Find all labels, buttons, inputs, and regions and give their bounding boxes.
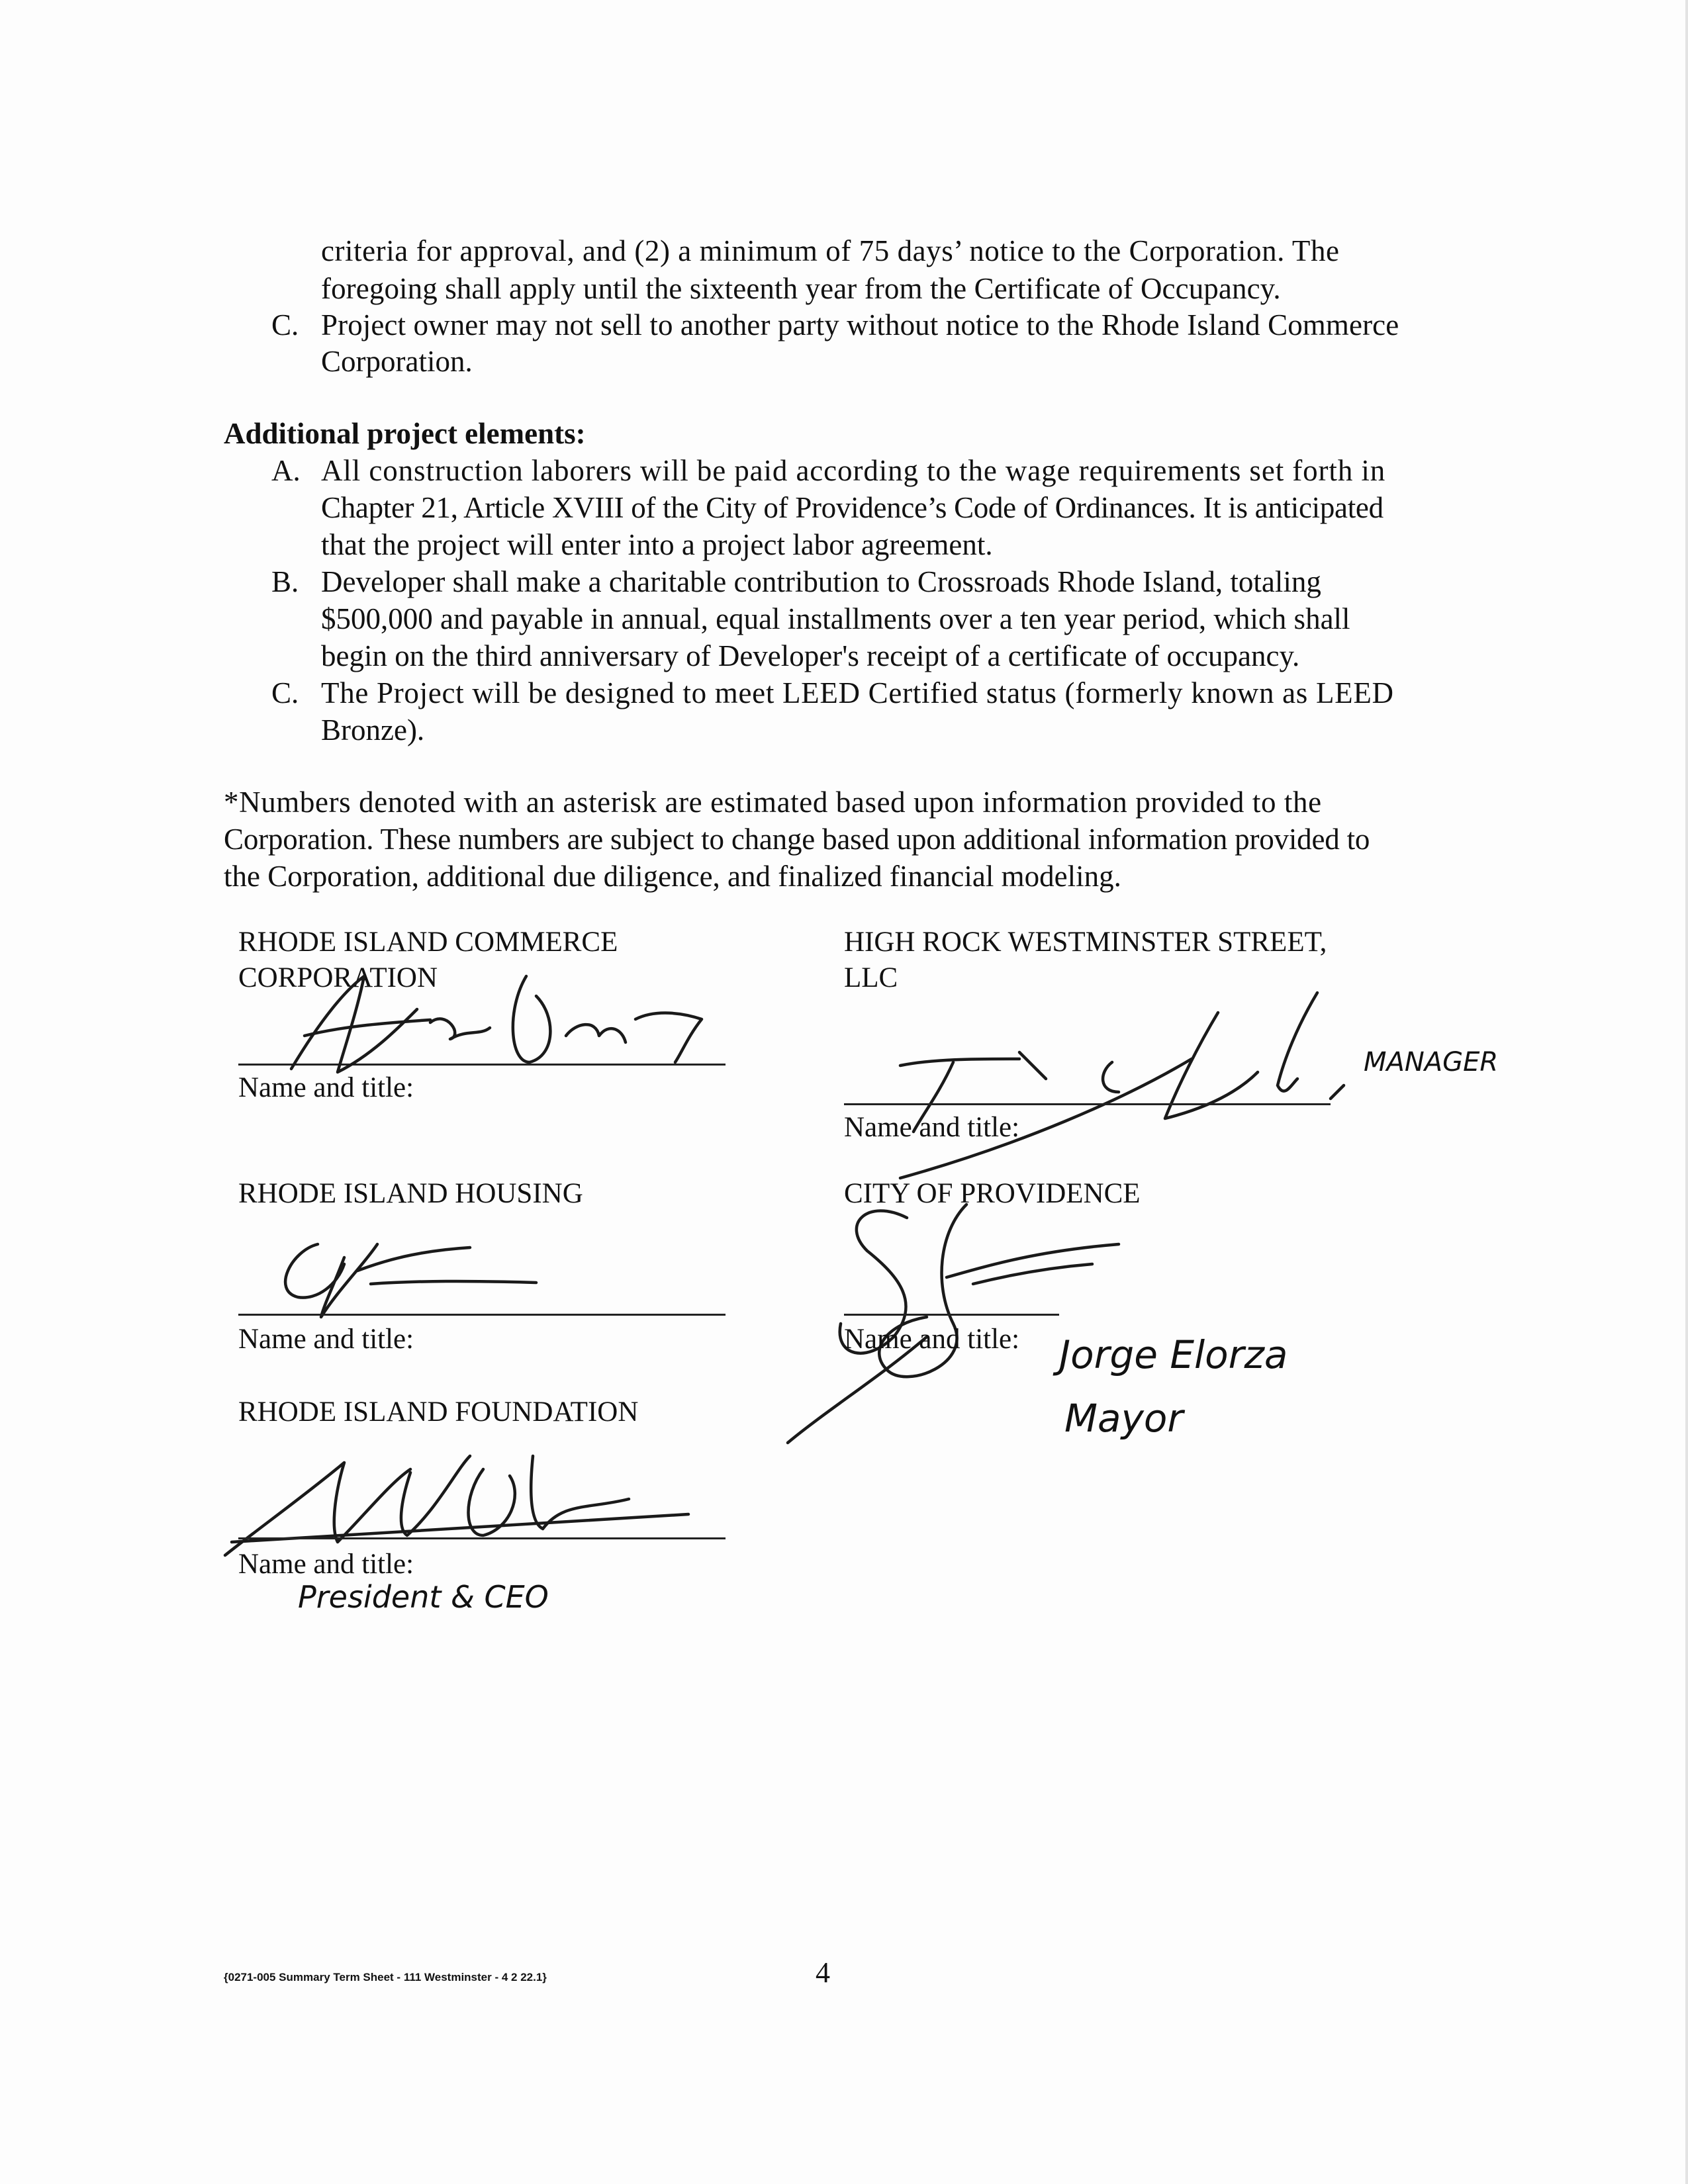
item-c2-marker: C.: [271, 676, 299, 709]
section-heading: Additional project elements:: [224, 417, 586, 450]
footnote-line-2: Corporation. These numbers are subject to change based upon additional information provided to: [224, 823, 1370, 856]
high-rock-handwritten-title: MANAGER: [1364, 1047, 1499, 1077]
ri-foundation-signature: [218, 1436, 702, 1559]
providence-signature-line: [844, 1314, 1059, 1316]
footnote-line-3: the Corporation, additional due diligence, and finalized financial modeling.: [224, 860, 1121, 893]
providence-handwritten-name: Jorge Elorza: [1059, 1332, 1288, 1377]
item-b-marker: B.: [271, 565, 299, 598]
ricc-signature: [265, 956, 715, 1089]
ricc-name-line-1: RHODE ISLAND COMMERCE: [238, 927, 618, 958]
high-rock-signature: [821, 986, 1350, 1178]
page-number: 4: [816, 1956, 830, 1989]
item-c-marker: C.: [271, 308, 299, 341]
item-b-line-1: Developer shall make a charitable contribution to Crossroads Rhode Island, totaling: [321, 565, 1321, 598]
high-rock-name-line-1: HIGH ROCK WESTMINSTER STREET,: [844, 927, 1327, 958]
footnote-line-1: *Numbers denoted with an asterisk are estimated based upon information provided to the: [224, 786, 1322, 819]
scan-edge: [1685, 0, 1688, 2184]
item-a-line-3: that the project will enter into a project labor agreement.: [321, 528, 993, 561]
item-c-line-1: Project owner may not sell to another party without notice to the Rhode Island Commerce: [321, 308, 1399, 341]
item-c2-line-2: Bronze).: [321, 713, 425, 747]
providence-handwritten-title: Mayor: [1064, 1396, 1184, 1441]
ri-foundation-signature-line: [238, 1537, 726, 1539]
ri-housing-name-title-label: Name and title:: [238, 1324, 414, 1355]
item-a-line-2: Chapter 21, Article XVIII of the City of Providence’s Code of Ordinances. It is anticipated: [321, 491, 1383, 524]
high-rock-name-line-2: LLC: [844, 962, 898, 993]
ri-foundation-name-title-label: Name and title:: [238, 1549, 414, 1580]
item-b-line-2: $500,000 and payable in annual, equal installments over a ten year period, which shall: [321, 602, 1350, 635]
providence-name-title-label: Name and title:: [844, 1324, 1020, 1355]
continuation-line-2: foregoing shall apply until the sixteenth year from the Certificate of Occupancy.: [321, 272, 1281, 305]
ri-housing-signature: [271, 1224, 569, 1317]
item-a-marker: A.: [271, 454, 301, 487]
item-a-line-1: All construction laborers will be paid according to the wage requirements set forth in: [321, 454, 1386, 487]
ri-foundation-handwritten-title: President & CEO: [298, 1579, 549, 1615]
providence-name: CITY OF PROVIDENCE: [844, 1178, 1141, 1209]
item-c-line-2: Corporation.: [321, 345, 473, 378]
item-c2-line-1: The Project will be designed to meet LEED Certified status (formerly known as LEED: [321, 676, 1394, 709]
ricc-name-title-label: Name and title:: [238, 1072, 414, 1103]
ri-foundation-name: RHODE ISLAND FOUNDATION: [238, 1396, 639, 1428]
item-b-line-3: begin on the third anniversary of Developer's receipt of a certificate of occupancy.: [321, 639, 1300, 672]
ri-housing-name: RHODE ISLAND HOUSING: [238, 1178, 583, 1209]
ri-housing-signature-line: [238, 1314, 726, 1316]
document-reference: {0271-005 Summary Term Sheet - 111 Westminster - 4 2 22.1}: [224, 1971, 547, 1983]
high-rock-name-title-label: Name and title:: [844, 1112, 1020, 1143]
high-rock-signature-line: [844, 1103, 1331, 1105]
continuation-line-1: criteria for approval, and (2) a minimum of 75 days’ notice to the Corporation. The: [321, 234, 1340, 267]
ricc-name-line-2: CORPORATION: [238, 962, 438, 993]
